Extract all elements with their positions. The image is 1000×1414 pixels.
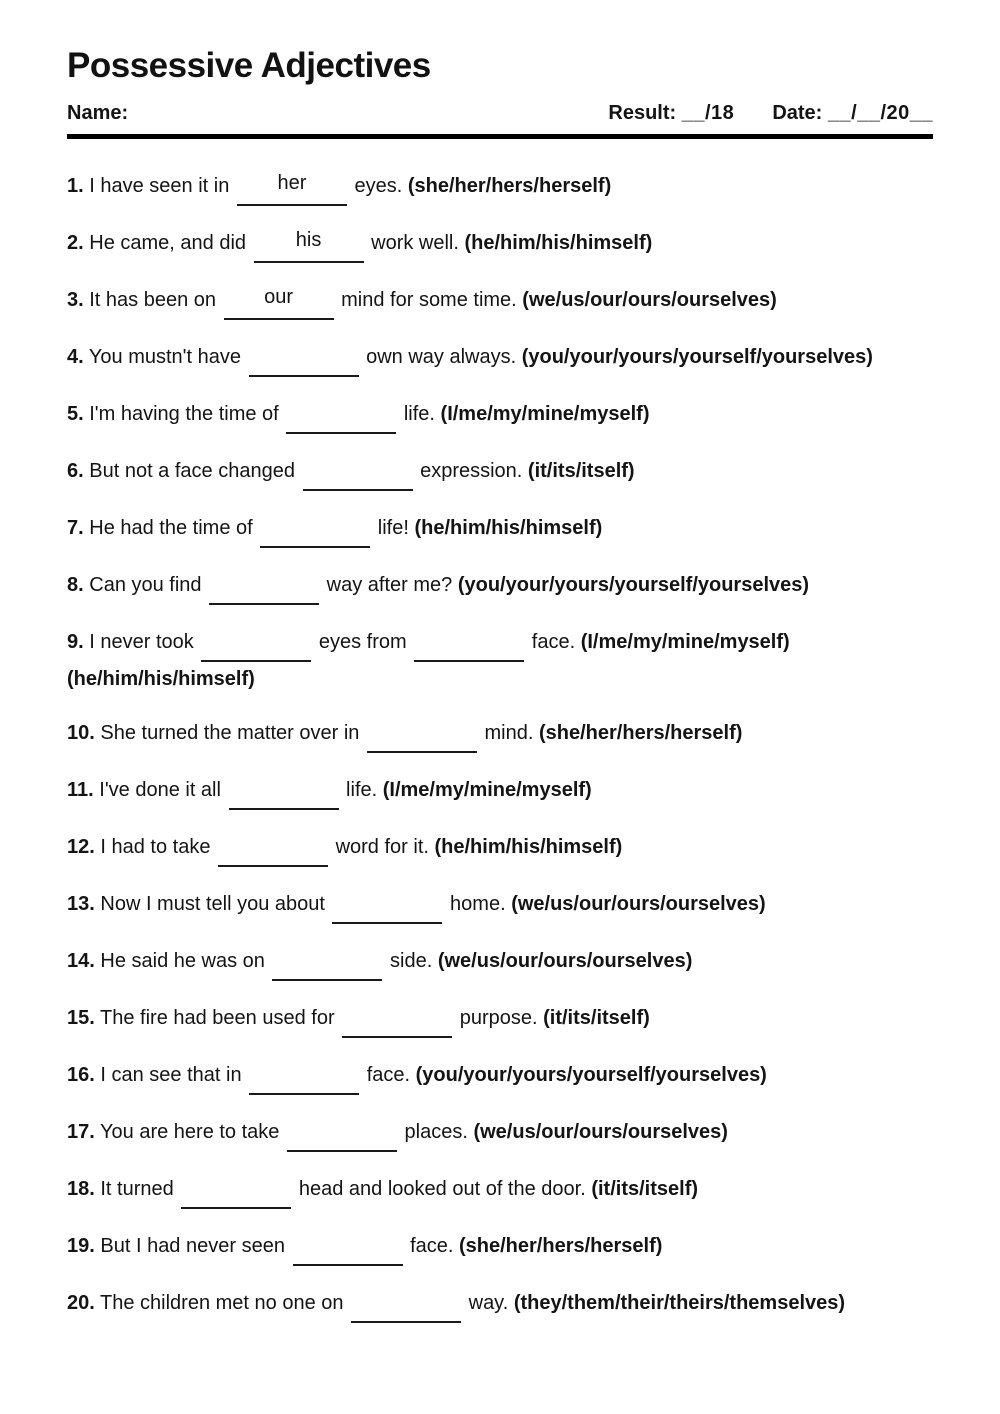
question-text: eyes from — [313, 631, 413, 653]
answer-blank[interactable] — [181, 1172, 291, 1209]
answer-blank[interactable] — [218, 830, 328, 867]
question-number: 16. — [67, 1064, 95, 1086]
question-item — [67, 1001, 933, 1038]
answer-blank[interactable] — [209, 568, 319, 605]
filled-answer — [325, 946, 331, 970]
filled-answer — [403, 1288, 409, 1312]
answer-blank[interactable] — [224, 283, 334, 320]
date-label: Date: — [772, 102, 823, 124]
filled-answer — [261, 570, 267, 594]
answer-blank[interactable] — [414, 625, 524, 662]
question-item — [67, 1058, 933, 1095]
question-item — [67, 1286, 933, 1323]
filled-answer — [385, 889, 391, 913]
answer-blank[interactable] — [249, 340, 359, 377]
question-text: I can see that in — [100, 1064, 248, 1086]
question-text: work well. — [365, 232, 465, 254]
question-item — [67, 1229, 933, 1266]
question-item — [67, 1115, 933, 1152]
answer-blank[interactable] — [237, 169, 347, 206]
answer-options: (she/her/hers/herself) — [539, 722, 743, 744]
question-text: life. — [340, 779, 383, 801]
answer-blank[interactable] — [249, 1058, 359, 1095]
answer-blank[interactable] — [286, 397, 396, 434]
answer-blank[interactable] — [260, 511, 370, 548]
question-number: 11. — [67, 779, 94, 801]
answer-blank[interactable] — [367, 716, 477, 753]
answer-options: (I/me/my/mine/myself) (he/him/his/himself) — [67, 631, 790, 690]
question-text: eyes. — [348, 175, 408, 197]
answer-options: (we/us/our/ours/ourselves) — [511, 893, 766, 915]
question-number: 20. — [67, 1292, 95, 1314]
question-text: It turned — [100, 1178, 180, 1200]
question-item — [67, 830, 933, 867]
question-text: way after me? — [321, 574, 458, 596]
worksheet-meta-row — [67, 102, 933, 134]
answer-options: (it/its/itself) — [527, 460, 635, 482]
answer-blank[interactable] — [332, 887, 442, 924]
questions-list — [67, 169, 933, 1323]
answer-options: (he/him/his/himself) — [414, 517, 603, 539]
question-text: face. — [404, 1235, 459, 1257]
question-text: expression. — [414, 460, 528, 482]
question-item — [67, 568, 933, 605]
filled-answer: his — [295, 229, 322, 251]
page-title: Possessive Adjectives — [67, 46, 431, 85]
question-text: word for it. — [330, 836, 435, 858]
result-field[interactable] — [608, 102, 734, 125]
answer-blank[interactable] — [229, 773, 339, 810]
answer-options: (you/your/yours/yourself/yourselves) — [415, 1064, 767, 1086]
question-item — [67, 773, 933, 810]
answer-blank[interactable] — [351, 1286, 461, 1323]
question-text: The children met no one on — [100, 1292, 350, 1314]
answer-options: (they/them/their/theirs/themselves) — [513, 1292, 846, 1314]
question-text: I had to take — [100, 836, 217, 858]
question-text: He had the time of — [89, 517, 259, 539]
filled-answer — [394, 1003, 400, 1027]
header-divider — [67, 134, 933, 139]
filled-answer: our — [264, 286, 294, 308]
question-number: 3. — [67, 289, 84, 311]
filled-answer — [254, 627, 260, 651]
question-text: You are here to take — [100, 1121, 285, 1143]
question-text: own way always. — [360, 346, 522, 368]
filled-answer — [339, 399, 345, 423]
filled-answer — [345, 1231, 351, 1255]
filled-answer — [270, 832, 276, 856]
question-text: You mustn't have — [88, 346, 247, 368]
question-text: It has been on — [89, 289, 222, 311]
question-item — [67, 283, 933, 320]
question-number: 5. — [67, 403, 84, 425]
answer-blank[interactable] — [342, 1001, 452, 1038]
question-number: 8. — [67, 574, 84, 596]
name-label: Name: — [67, 102, 129, 124]
question-text: head and looked out of the door. — [293, 1178, 592, 1200]
question-text: I never took — [89, 631, 200, 653]
answer-blank[interactable] — [293, 1229, 403, 1266]
answer-options: (we/us/our/ours/ourselves) — [437, 950, 693, 972]
filled-answer — [466, 627, 472, 651]
question-item — [67, 226, 933, 263]
question-item — [67, 625, 933, 696]
filled-answer — [301, 342, 307, 366]
question-number: 4. — [67, 346, 84, 368]
answer-options: (she/her/hers/herself) — [407, 175, 612, 197]
answer-options: (I/me/my/mine/myself) — [440, 403, 650, 425]
filled-answer — [281, 775, 287, 799]
question-text: Now I must tell you about — [100, 893, 331, 915]
question-item — [67, 454, 933, 491]
question-text: He said he was on — [100, 950, 271, 972]
date-value: __/__/20__ — [827, 102, 933, 124]
question-number: 12. — [67, 836, 95, 858]
filled-answer: her — [277, 172, 307, 194]
filled-answer — [312, 513, 318, 537]
answer-blank[interactable] — [254, 226, 364, 263]
answer-options: (it/its/itself) — [543, 1007, 650, 1029]
question-text: I have seen it in — [89, 175, 235, 197]
question-text: face. — [361, 1064, 416, 1086]
date-field[interactable] — [772, 102, 933, 125]
question-number: 9. — [67, 631, 84, 653]
filled-answer — [339, 1117, 345, 1141]
question-number: 7. — [67, 517, 84, 539]
answer-options: (you/your/yours/yourself/yourselves) — [457, 574, 810, 596]
question-text: I've done it all — [99, 779, 227, 801]
question-text: He came, and did — [89, 232, 252, 254]
question-number: 17. — [67, 1121, 95, 1143]
result-label: Result: — [608, 102, 677, 124]
answer-options: (it/its/itself) — [591, 1178, 699, 1200]
question-number: 13. — [67, 893, 95, 915]
question-item — [67, 511, 933, 548]
question-number: 2. — [67, 232, 84, 254]
question-text: life! — [372, 517, 415, 539]
answer-options: (you/your/yours/yourself/yourselves) — [521, 346, 873, 368]
meta-right-group — [608, 102, 933, 125]
question-text: I'm having the time of — [89, 403, 285, 425]
answer-blank[interactable] — [287, 1115, 397, 1152]
question-text: But I had never seen — [100, 1235, 291, 1257]
question-item — [67, 340, 933, 377]
question-text: places. — [398, 1121, 474, 1143]
question-number: 10. — [67, 722, 95, 744]
question-text: way. — [463, 1292, 514, 1314]
result-value: __/18 — [681, 102, 735, 124]
filled-answer — [234, 1174, 240, 1198]
question-text: But not a face changed — [89, 460, 301, 482]
answer-options: (he/him/his/himself) — [464, 232, 653, 254]
answer-options: (I/me/my/mine/myself) — [382, 779, 592, 801]
question-text: side. — [384, 950, 438, 972]
question-number: 1. — [67, 175, 84, 197]
question-number: 15. — [67, 1007, 95, 1029]
question-number: 19. — [67, 1235, 95, 1257]
question-number: 18. — [67, 1178, 95, 1200]
question-text: life. — [398, 403, 441, 425]
question-item — [67, 1172, 933, 1209]
question-item — [67, 169, 933, 206]
question-text: The fire had been used for — [100, 1007, 341, 1029]
answer-blank[interactable] — [201, 625, 311, 662]
filled-answer — [419, 718, 425, 742]
answer-blank[interactable] — [303, 454, 413, 491]
question-text: mind. — [478, 722, 539, 744]
question-item — [67, 887, 933, 924]
question-text: mind for some time. — [335, 289, 523, 311]
question-text: purpose. — [454, 1007, 544, 1029]
answer-options: (we/us/our/ours/ourselves) — [473, 1121, 728, 1143]
question-item — [67, 397, 933, 434]
answer-blank[interactable] — [272, 944, 382, 981]
filled-answer — [355, 456, 361, 480]
answer-options: (she/her/hers/herself) — [459, 1235, 663, 1257]
answer-options: (he/him/his/himself) — [434, 836, 623, 858]
name-field[interactable] — [67, 102, 128, 125]
question-number: 6. — [67, 460, 84, 482]
filled-answer — [301, 1060, 307, 1084]
question-item — [67, 716, 933, 753]
question-text: She turned the matter over in — [100, 722, 365, 744]
question-text: Can you find — [89, 574, 208, 596]
question-text: face. — [526, 631, 581, 653]
question-number: 14. — [67, 950, 95, 972]
question-text: home. — [444, 893, 512, 915]
answer-options: (we/us/our/ours/ourselves) — [522, 289, 777, 311]
question-item — [67, 944, 933, 981]
